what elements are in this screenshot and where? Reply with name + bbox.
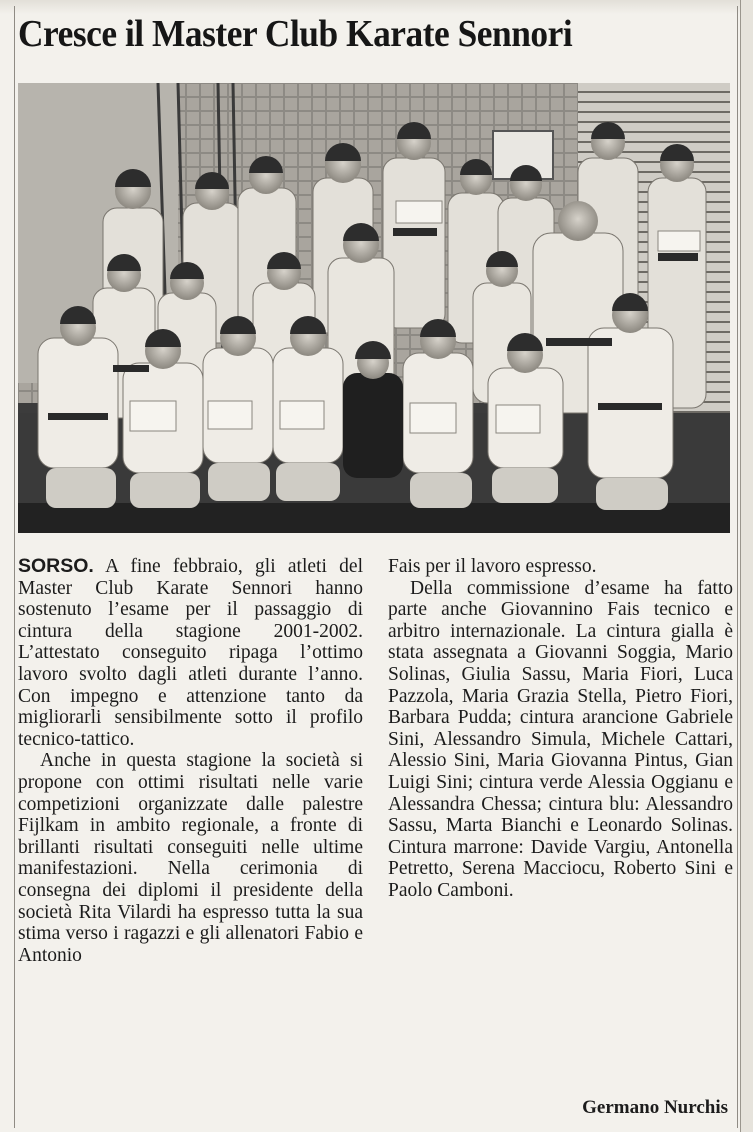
paragraph-text: A fine febbraio, gli atleti del Master Club Karate Sennori hanno sostenuto l’esame per il passaggio di cintura della stagione 2001-2002. L’attestato conseguito ripaga l’ottimo lavoro svolto dagli atleti durante l’anno. Con impegno e attenzione tanto da migliorarli sensibilmente sotto il profilo tecnico-tattico. (18, 556, 363, 750)
article-column-right (388, 556, 733, 1116)
paragraph-intro (18, 556, 363, 750)
article-column-left (18, 556, 363, 1116)
page-edge (740, 0, 753, 1132)
paragraph-continued: Fais per il lavoro espresso. (388, 556, 597, 577)
group-photo-image (18, 83, 730, 533)
headline: Cresce il Master Club Karate Sennori (18, 13, 573, 55)
byline: Germano Nurchis (582, 1097, 728, 1118)
paragraph-belts: Della commissione d’esame ha fatto parte anche Giovannino Fais tecnico e arbitro internazionale. La cintura gialla è stata assegnata a Giovanni Soggia, Mario Solinas, Giulia Sassu, Maria Fiori, Luca Pazzola, Maria Grazia Stella, Pietro Fiori, Barbara Pudda; cintura arancione Gabriele Sini, Alessandro Simula, Michele Cattari, Alessio Sini, Maria Giovanna Pintus, Gian Luigi Sini; cintura verde Alessia Oggianu e Alessandra Chessa; cintura blu: Alessandro Sassu, Marta Bianchi e Leonardo Solinas. Cintura marrone: Davide Vargiu, Antonella Petretto, Serena Macciocu, Roberto Sini e Paolo Camboni. (388, 577, 733, 901)
group-photo (18, 83, 730, 533)
paragraph-season: Anche in questa stagione la società si propone con ottimi risultati nelle varie competizioni organizzate dalle palestre Fijlkam in ambito regionale, a fronte di brillanti risultati conseguiti nelle ultime manifestazioni. Nella cerimonia di consegna dei diplomi il presidente della società Rita Vilardi ha espresso tutta la sua stima verso i ragazzi e gli allenatori Fabio e Antonio (18, 750, 363, 966)
dateline: SORSO. (18, 555, 94, 577)
